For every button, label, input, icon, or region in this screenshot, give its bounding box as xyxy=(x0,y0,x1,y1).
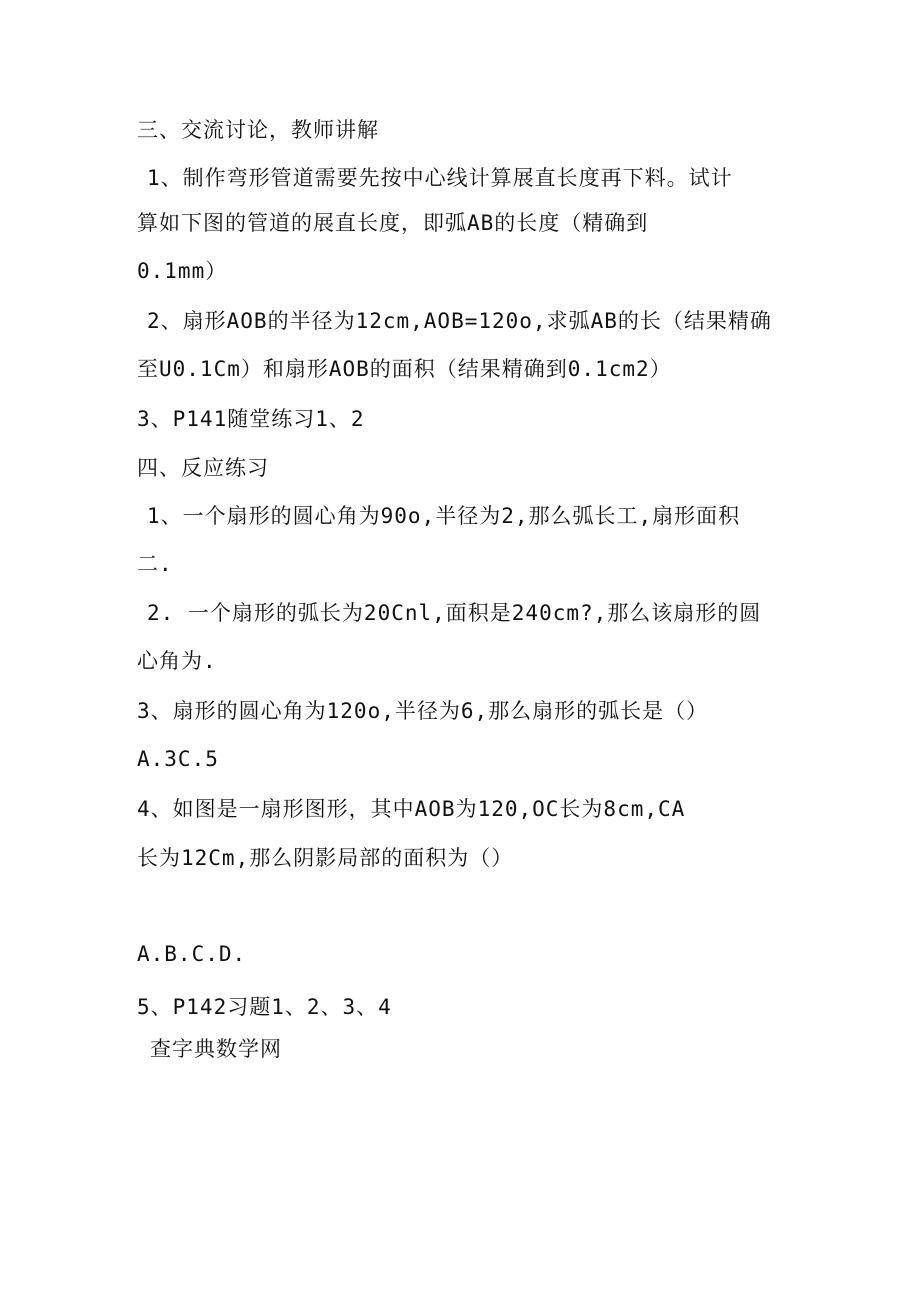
practice-3-line: 3、扇形的圆心角为120o,半径为6,那么扇形的弧长是（） xyxy=(137,699,709,723)
practice-2-line-2: 心角为. xyxy=(137,649,217,673)
problem-3-line: 3、P141随堂练习1、2 xyxy=(137,407,365,431)
practice-5-line: 5、P142习题1、2、3、4 xyxy=(137,995,392,1019)
practice-4-line-2: 长为12Cm,那么阴影局部的面积为（） xyxy=(137,846,514,870)
problem-2-line-2: 至U0.1Cm）和扇形AOB的面积（结果精确到0.1cm2） xyxy=(137,357,672,381)
practice-1-line-1: 1、一个扇形的圆心角为90o,半径为2,那么弧长工,扇形面积 xyxy=(147,504,741,528)
section-heading-practice: 四、反应练习 xyxy=(137,456,269,480)
problem-2-line-1: 2、扇形AOB的半径为12cm,AOB=120o,求弧AB的长（结果精确 xyxy=(147,309,772,333)
practice-2-line-1: 2. 一个扇形的弧长为20Cnl,面积是240cm?,那么该扇形的圆 xyxy=(147,601,762,625)
section-heading-discussion: 三、交流讨论，教师讲解 xyxy=(137,118,379,142)
problem-1-line-2: 算如下图的管道的展直长度，即弧AB的长度（精确到 xyxy=(137,211,649,235)
source-footer: 查字典数学网 xyxy=(150,1037,282,1061)
practice-3-options: A.3C.5 xyxy=(137,747,219,771)
problem-1-line-1: 1、制作弯形管道需要先按中心线计算展直长度再下料。试计 xyxy=(147,166,733,190)
practice-1-line-2: 二. xyxy=(137,552,173,576)
practice-4-options: A.B.C.D. xyxy=(137,942,247,966)
practice-4-line-1: 4、如图是一扇形图形，其中AOB为120,OC长为8cm,CA xyxy=(137,797,686,821)
problem-1-line-3: 0.1mm） xyxy=(137,259,228,283)
